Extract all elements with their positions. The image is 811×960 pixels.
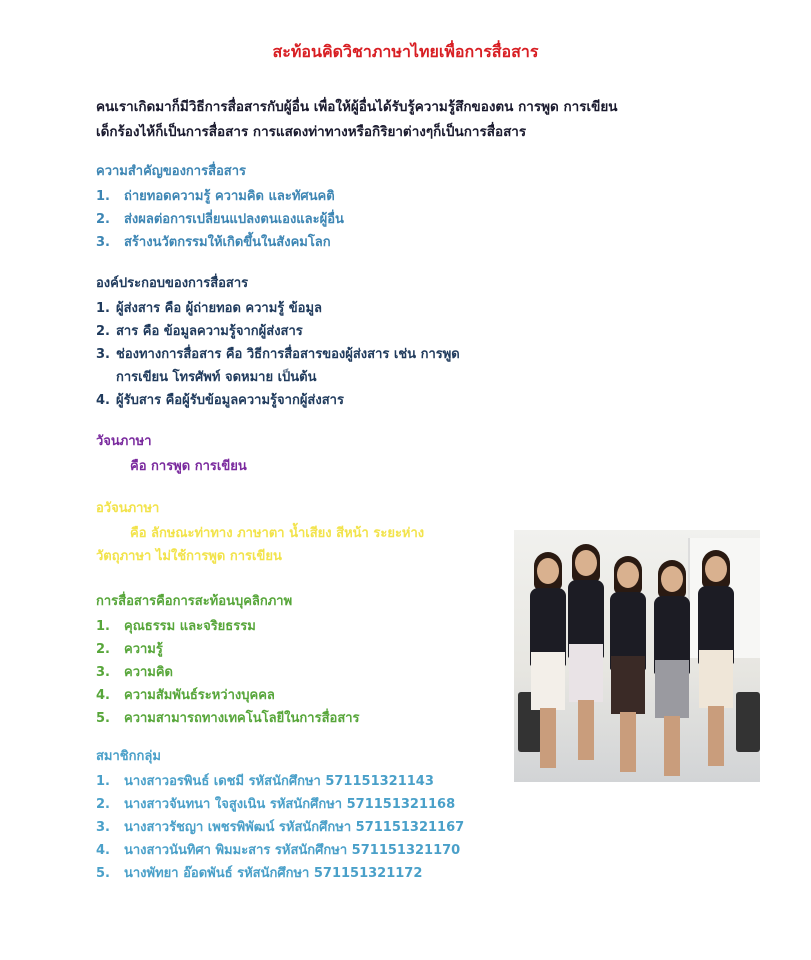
verbal-definition: คือ การพูด การเขียน	[130, 459, 247, 474]
list-item	[96, 638, 360, 661]
members-heading: สมาชิกกลุ่ม	[96, 749, 161, 764]
member-text: นางสาวนันทิศา พิมมะสาร รหัสนักศึกษา 571151321170	[124, 843, 461, 858]
nonverbal-definition-cont: วัตถุภาษา ไม่ใช้การพูด การเขียน	[96, 549, 282, 564]
item-text: ความคิด	[124, 665, 174, 680]
list-item	[96, 343, 460, 366]
item-text: ความรู้	[124, 642, 163, 657]
item-number: 2.	[96, 212, 110, 227]
members-section	[96, 745, 464, 885]
list-item	[96, 707, 360, 730]
item-number: 1.	[96, 774, 110, 789]
item-number: 4.	[96, 393, 110, 408]
item-number: 3.	[96, 820, 110, 835]
photo-person	[566, 544, 606, 782]
photo-person	[694, 550, 738, 782]
member-row	[96, 839, 464, 862]
photo-chair	[736, 692, 760, 752]
list-item	[96, 185, 344, 208]
item-number: 3.	[96, 347, 110, 362]
intro-paragraph	[96, 95, 736, 145]
list-item	[96, 320, 460, 343]
member-row	[96, 816, 464, 839]
item-text: ความสัมพันธ์ระหว่างบุคคล	[124, 688, 275, 703]
list-item	[96, 208, 344, 231]
photo-person	[652, 560, 692, 782]
item-text: ความสามารถทางเทคโนโลยีในการสื่อสาร	[124, 711, 360, 726]
member-row	[96, 770, 464, 793]
item-number: 4.	[96, 688, 110, 703]
list-item	[96, 297, 460, 320]
list-item	[96, 231, 344, 254]
page-title: สะท้อนคิดวิชาภาษาไทยเพื่อการสื่อสาร	[272, 42, 539, 61]
item-text: ผู้รับสาร คือผู้รับข้อมูลความรู้จากผู้ส่งสาร	[116, 393, 344, 408]
nonverbal-definition: คือ ลักษณะท่าทาง ภาษาตา น้ำเสียง สีหน้า ระยะห่าง	[130, 526, 425, 541]
components-section	[96, 272, 460, 412]
item-number: 5.	[96, 866, 110, 881]
item-text: สร้างนวัตกรรมให้เกิดขึ้นในสังคมโลก	[124, 235, 331, 250]
verbal-heading: วัจนภาษา	[96, 434, 152, 449]
item-text: ผู้ส่งสาร คือ ผู้ถ่ายทอด ความรู้ ข้อมูล	[116, 301, 323, 316]
item-number: 3.	[96, 665, 110, 680]
components-heading: องค์ประกอบของการสื่อสาร	[96, 276, 249, 291]
intro-line: เด็กร้องไห้ก็เป็นการสื่อสาร การแสดงท่าทางหรือกิริยาต่างๆก็เป็นการสื่อสาร	[96, 124, 527, 140]
item-continuation: การเขียน โทรศัพท์ จดหมาย เป็นต้น	[116, 370, 317, 385]
item-number: 3.	[96, 235, 110, 250]
importance-section	[96, 160, 344, 254]
member-text: นางสาวรัชญา เพชรพิพัฒน์ รหัสนักศึกษา 571151321167	[124, 820, 465, 835]
item-text: คุณธรรม และจริยธรรม	[124, 619, 256, 634]
member-row	[96, 862, 464, 885]
item-text: สาร คือ ข้อมูลความรู้จากผู้ส่งสาร	[116, 324, 303, 339]
item-text: ถ่ายทอดความรู้ ความคิด และทัศนคติ	[124, 189, 335, 204]
nonverbal-section	[96, 497, 424, 568]
item-number: 2.	[96, 797, 110, 812]
member-text: นางพัทยา อ๊อดพันธ์ รหัสนักศึกษา 571151321172	[124, 866, 423, 881]
list-item	[96, 684, 360, 707]
item-number: 2.	[96, 324, 110, 339]
list-item	[96, 615, 360, 638]
item-number: 1.	[96, 189, 110, 204]
importance-heading: ความสำคัญของการสื่อสาร	[96, 164, 247, 179]
group-photo	[514, 530, 760, 782]
item-text: ส่งผลต่อการเปลี่ยนแปลงตนเองและผู้อื่น	[124, 212, 344, 227]
list-item	[96, 661, 360, 684]
item-text: ช่องทางการสื่อสาร คือ วิธีการสื่อสารของผู้ส่งสาร เช่น การพูด	[116, 347, 460, 362]
list-item	[96, 389, 460, 412]
item-number: 4.	[96, 843, 110, 858]
item-number: 2.	[96, 642, 110, 657]
member-row	[96, 793, 464, 816]
personality-heading: การสื่อสารคือการสะท้อนบุคลิกภาพ	[96, 594, 293, 609]
member-text: นางสาวอรพินธ์ เดชมี รหัสนักศึกษา 571151321143	[124, 774, 434, 789]
intro-line: คนเราเกิดมาก็มีวิธีการสื่อสารกับผู้อื่น เพื่อให้ผู้อื่นได้รับรู้ความรู้สึกของตน การพูด การเขียน	[96, 99, 618, 115]
item-number: 1.	[96, 301, 110, 316]
photo-person	[528, 552, 568, 782]
item-number: 1.	[96, 619, 110, 634]
nonverbal-heading: อวัจนภาษา	[96, 501, 160, 516]
photo-person	[606, 556, 650, 782]
member-text: นางสาวจันทนา ใจสูงเนิน รหัสนักศึกษา 571151321168	[124, 797, 456, 812]
item-number: 5.	[96, 711, 110, 726]
verbal-section	[96, 430, 247, 478]
personality-section	[96, 590, 360, 730]
